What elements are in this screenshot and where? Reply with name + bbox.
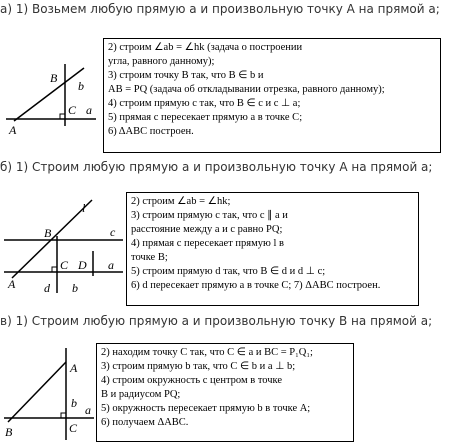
step-line: 4) строим окружность с центром в точке (101, 375, 283, 386)
label-b-a: a (108, 258, 114, 272)
label-c-B: B (5, 425, 13, 439)
step-line: 6) d пересекает прямую a в точке C; 7) ΔABC построен. (131, 280, 381, 291)
label-c-b: b (71, 396, 77, 410)
step-line: 2) строим ∠ab = ∠hk (задача о построении (108, 42, 303, 53)
label-b-b: b (72, 281, 78, 295)
step-line: 6) получаем ΔABC. (101, 417, 189, 428)
step-line: 4) строим прямую c так, что B ∈ c и c ⊥ a; (108, 98, 301, 109)
part-b-figure (0, 196, 125, 300)
step-line: 6) ΔABC построен. (108, 126, 194, 137)
label-c-a: a (85, 403, 91, 417)
label-c-C: C (69, 421, 78, 435)
label-b-d: d (44, 281, 50, 295)
part-c-figure (0, 344, 96, 444)
label-b-D: D (78, 258, 87, 272)
label-a-b: b (78, 79, 84, 93)
label-b-B: B (44, 226, 52, 240)
label-b-C: C (60, 258, 69, 272)
step-line: 3) строим прямую c так, что c ∥ a и (131, 210, 288, 221)
step-line: 3) строим точку B так, что B ∈ b и (108, 70, 264, 81)
part-b-header: б) 1) Строим любую прямую a и произвольную точку A на прямой a; (0, 160, 433, 174)
step-line: 4) прямая c пересекает прямую l в (131, 238, 284, 249)
step-line: угла, равного данному); (108, 56, 215, 67)
part-b-steps (126, 192, 419, 306)
step-line: AB = PQ (задача об откладывании отрезка, равного данному); (108, 84, 385, 95)
step-line: расстояние между a и c равно PQ; (131, 224, 283, 235)
step-line: 5) окружность пересекает прямую b в точке A; (101, 403, 311, 414)
label-c-A: A (70, 361, 78, 375)
step-line: 3) строим прямую b так, что C ∈ b и a ⊥ b; (101, 361, 296, 372)
step-line: 2) находим точку C так, что C ∈ a и BC = P₁Q₁; (101, 347, 313, 358)
label-b-A: A (8, 277, 16, 291)
label-a-A: A (9, 123, 17, 137)
part-c-steps (96, 343, 354, 442)
part-a-figure (0, 62, 100, 138)
label-a-a: a (86, 103, 92, 117)
step-line: B и радиусом PQ; (101, 389, 181, 400)
label-a-C: C (68, 103, 77, 117)
part-a-steps (103, 38, 441, 153)
label-b-l: l (82, 201, 86, 215)
part-c-header: в) 1) Строим любую прямую a и произвольную точку B на прямой a; (0, 314, 433, 328)
step-line: 5) прямая c пересекает прямую a в точке C; (108, 112, 303, 123)
step-line: 5) строим прямую d так, что B ∈ d и d ⊥ c; (131, 266, 326, 277)
label-b-c: c (110, 225, 116, 239)
step-line: точке B; (131, 252, 168, 263)
step-line: 2) строим ∠ab = ∠hk; (131, 196, 231, 207)
label-a-B: B (50, 71, 58, 85)
part-a-header: а) 1) Возьмем любую прямую a и произвольную точку A на прямой a; (0, 2, 440, 16)
